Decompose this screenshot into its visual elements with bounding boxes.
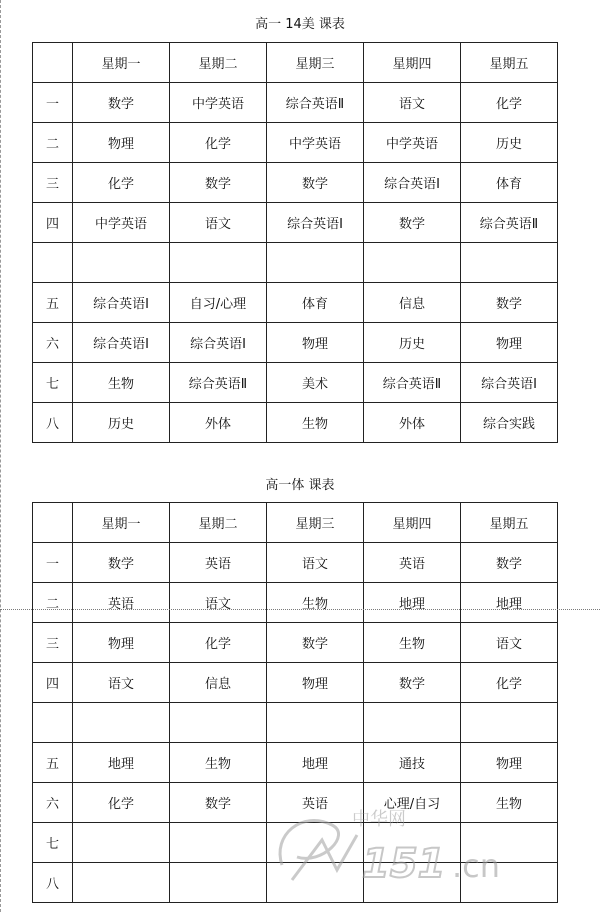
course-cell: 语文 [170,583,267,623]
course-cell [364,863,461,903]
table-header-row [33,43,558,83]
course-cell: 数学 [267,163,364,203]
table-row [33,863,558,903]
course-cell [170,863,267,903]
course-cell: 信息 [170,663,267,703]
course-cell: 中学英语 [170,83,267,123]
course-cell [73,823,170,863]
table-row [33,703,558,743]
table-header-row [33,503,558,543]
table-row [33,403,558,443]
course-cell: 综合英语Ⅰ [170,323,267,363]
course-cell [267,243,364,283]
course-cell: 物理 [267,323,364,363]
course-cell: 数学 [364,663,461,703]
course-cell: 综合英语Ⅱ [364,363,461,403]
page-left-margin-line [0,0,1,912]
day-header-cell: 星期二 [170,503,267,543]
course-cell: 语文 [461,623,558,663]
table-row [33,163,558,203]
course-cell: 物理 [461,323,558,363]
period-cell [33,243,73,283]
page-break-line [0,609,600,610]
course-cell [170,243,267,283]
course-cell: 化学 [170,123,267,163]
course-cell: 化学 [461,663,558,703]
table-row [33,243,558,283]
course-cell [267,863,364,903]
course-cell: 数学 [461,283,558,323]
course-cell: 地理 [461,583,558,623]
day-header-cell: 星期五 [461,503,558,543]
period-cell: 六 [33,323,73,363]
course-cell: 英语 [73,583,170,623]
course-cell [461,703,558,743]
course-cell: 数学 [364,203,461,243]
course-cell [73,703,170,743]
period-cell: 一 [33,83,73,123]
table-row [33,663,558,703]
table-row [33,543,558,583]
course-cell: 外体 [170,403,267,443]
course-cell [461,243,558,283]
period-cell: 八 [33,863,73,903]
course-cell: 英语 [267,783,364,823]
course-cell [170,703,267,743]
course-cell [170,823,267,863]
course-cell: 地理 [267,743,364,783]
table-row [33,823,558,863]
table-row [33,203,558,243]
course-cell [461,823,558,863]
course-cell: 语文 [170,203,267,243]
course-cell [364,823,461,863]
course-cell: 综合英语Ⅱ [170,363,267,403]
day-header-cell: 星期四 [364,43,461,83]
course-cell: 语文 [267,543,364,583]
table-row [33,363,558,403]
course-cell: 化学 [73,163,170,203]
period-cell: 三 [33,163,73,203]
day-header-cell: 星期三 [267,503,364,543]
period-cell: 八 [33,403,73,443]
period-cell: 一 [33,543,73,583]
timetable-gao1-ti [32,502,558,903]
course-cell: 体育 [461,163,558,203]
course-cell: 数学 [73,83,170,123]
course-cell: 历史 [364,323,461,363]
course-cell: 综合英语Ⅰ [461,363,558,403]
course-cell [267,823,364,863]
day-header-cell: 星期五 [461,43,558,83]
course-cell: 英语 [170,543,267,583]
period-cell: 五 [33,283,73,323]
course-cell: 数学 [73,543,170,583]
course-cell: 中学英语 [364,123,461,163]
course-cell: 生物 [73,363,170,403]
course-cell: 历史 [461,123,558,163]
course-cell: 综合英语Ⅰ [267,203,364,243]
course-cell: 英语 [364,543,461,583]
corner-cell [33,503,73,543]
table-row [33,743,558,783]
table-title-2: 高一体 课表 [265,478,335,493]
period-cell: 七 [33,363,73,403]
day-header-cell: 星期一 [73,43,170,83]
course-cell: 美术 [267,363,364,403]
course-cell: 生物 [267,583,364,623]
course-cell: 自习/心理 [170,283,267,323]
table-row [33,83,558,123]
table-row [33,623,558,663]
table-title-1: 高一 14美 课表 [255,17,345,32]
course-cell: 化学 [73,783,170,823]
period-cell [33,703,73,743]
course-cell: 生物 [364,623,461,663]
course-cell [461,863,558,903]
day-header-cell: 星期一 [73,503,170,543]
course-cell: 数学 [267,623,364,663]
course-cell: 物理 [73,623,170,663]
course-cell: 中学英语 [267,123,364,163]
table-row [33,283,558,323]
period-cell: 二 [33,583,73,623]
course-cell: 综合实践 [461,403,558,443]
table-row [33,583,558,623]
course-cell: 物理 [267,663,364,703]
course-cell: 综合英语Ⅰ [364,163,461,203]
course-cell: 历史 [73,403,170,443]
course-cell: 生物 [461,783,558,823]
watermark-domain: .cn [452,847,501,885]
table-row [33,783,558,823]
course-cell: 中学英语 [73,203,170,243]
course-cell: 外体 [364,403,461,443]
course-cell: 体育 [267,283,364,323]
course-cell: 生物 [267,403,364,443]
corner-cell [33,43,73,83]
period-cell: 二 [33,123,73,163]
table-row [33,323,558,363]
course-cell: 生物 [170,743,267,783]
course-cell [73,863,170,903]
period-cell: 四 [33,663,73,703]
course-cell: 综合英语Ⅱ [267,83,364,123]
course-cell: 物理 [73,123,170,163]
table-row [33,123,558,163]
period-cell: 四 [33,203,73,243]
watermark-text: 中华网 [352,809,406,830]
course-cell: 综合英语Ⅰ [73,283,170,323]
svg-text:151: 151 [362,841,446,887]
course-cell: 数学 [461,543,558,583]
course-cell: 综合英语Ⅱ [461,203,558,243]
course-cell: 语文 [73,663,170,703]
course-cell: 信息 [364,283,461,323]
course-cell: 化学 [461,83,558,123]
course-cell [364,243,461,283]
course-cell: 通技 [364,743,461,783]
course-cell: 心理/自习 [364,783,461,823]
course-cell: 化学 [170,623,267,663]
course-cell: 物理 [461,743,558,783]
course-cell: 数学 [170,163,267,203]
course-cell [73,243,170,283]
period-cell: 七 [33,823,73,863]
period-cell: 六 [33,783,73,823]
course-cell: 语文 [364,83,461,123]
day-header-cell: 星期四 [364,503,461,543]
course-cell [364,703,461,743]
period-cell: 三 [33,623,73,663]
period-cell: 五 [33,743,73,783]
course-cell: 综合英语Ⅰ [73,323,170,363]
course-cell: 地理 [73,743,170,783]
day-header-cell: 星期三 [267,43,364,83]
day-header-cell: 星期二 [170,43,267,83]
course-cell: 数学 [170,783,267,823]
timetable-gao1-14mei [32,42,558,443]
course-cell [267,703,364,743]
course-cell: 地理 [364,583,461,623]
